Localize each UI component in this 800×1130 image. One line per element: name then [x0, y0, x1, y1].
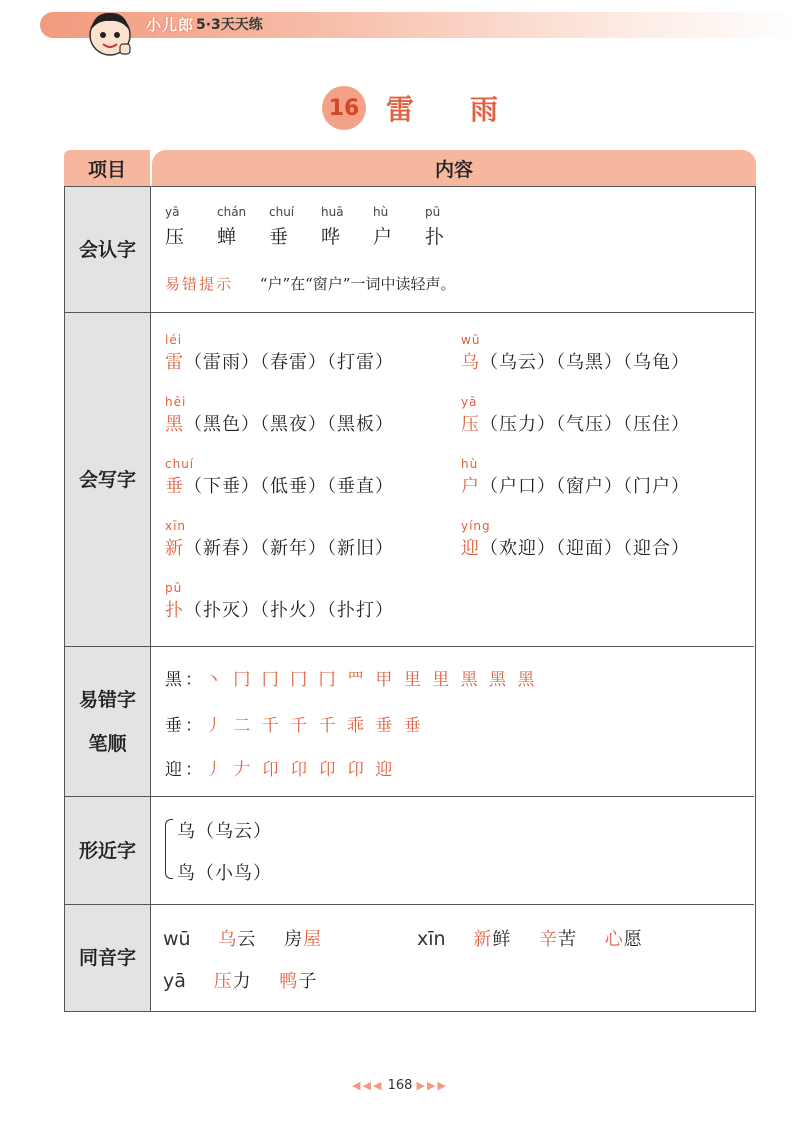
char: 哗 [321, 226, 341, 248]
write-item [165, 457, 394, 498]
pinyin: chán [217, 205, 247, 219]
homophone-word [284, 929, 322, 950]
rest: 苦 [558, 929, 578, 950]
tip-label: 易错提示 [165, 275, 234, 293]
homophone-group [417, 925, 665, 951]
pinyin: pū [425, 205, 441, 219]
char-item [425, 205, 477, 249]
homophone-word [214, 971, 252, 992]
brace [165, 819, 173, 879]
stroke-char: 迎： [165, 760, 205, 780]
pinyin: chuí [165, 457, 195, 471]
row-content [165, 313, 746, 646]
left-arrows-icon: ◀◀◀ [352, 1079, 384, 1092]
row-label: 同音字 [65, 905, 151, 1011]
rest: 房 [284, 929, 304, 950]
recognize-chars [165, 205, 477, 249]
row-label: 会认字 [65, 187, 151, 312]
char: 户 [373, 226, 393, 248]
char: 压 [165, 226, 185, 248]
write-item [165, 519, 394, 560]
row-label: 会写字 [65, 313, 151, 646]
write-item [461, 519, 690, 560]
target-char: 屋 [303, 929, 323, 950]
stroke-char: 黑： [165, 670, 205, 690]
write-item [461, 457, 690, 498]
char: 迎 [461, 538, 480, 559]
label-line: 易错字 [78, 688, 136, 711]
stroke-sequence: 丶 冂 冂 冂 冂 罒 甲 里 里 黑 黑 黑 [205, 670, 538, 690]
char: 黑 [165, 414, 184, 435]
pinyin: yā [461, 395, 478, 409]
pinyin: xīn [417, 928, 446, 950]
homophone-group [163, 967, 339, 993]
pinyin: yā [165, 205, 180, 219]
char: 雷 [165, 352, 184, 373]
rest: 云 [237, 929, 257, 950]
pinyin: chuí [269, 205, 295, 219]
char-item [373, 205, 425, 249]
words: （乌云）（乌黑）（乌龟） [480, 352, 690, 373]
pinyin: huā [321, 205, 344, 219]
homophone-word [279, 971, 317, 992]
lesson-title: 雷雨 [386, 93, 555, 126]
mascot-icon [84, 8, 136, 60]
homophone-word [539, 929, 577, 950]
word: （乌云） [196, 821, 272, 842]
pinyin: wū [461, 333, 481, 347]
stroke-sequence: 丿 𠂇 卬 卬 卬 卬 迎 [205, 760, 396, 780]
write-item [165, 333, 394, 374]
char: 压 [461, 414, 480, 435]
row-label [65, 647, 151, 796]
char: 乌 [177, 821, 196, 842]
row-write [65, 313, 754, 647]
pinyin: xīn [165, 519, 187, 533]
target-char: 辛 [539, 929, 559, 950]
stroke-line [165, 665, 537, 690]
homophone-word [218, 929, 256, 950]
char-item [269, 205, 321, 249]
char: 乌 [461, 352, 480, 373]
row-label: 形近字 [65, 797, 151, 904]
table-grid [64, 186, 756, 1012]
rest: 子 [298, 971, 318, 992]
similar-item [177, 859, 272, 885]
stroke-sequence: 丿 二 千 千 千 乖 垂 垂 [205, 716, 424, 736]
words: （雷雨）（春雷）（打雷） [184, 352, 394, 373]
row-content [165, 647, 746, 796]
brand-series: 5·3天天练 [196, 17, 263, 33]
page-number: 168 [387, 1078, 413, 1093]
words: （黑色）（黑夜）（黑板） [184, 414, 394, 435]
row-content [165, 187, 746, 312]
pinyin: hù [373, 205, 389, 219]
error-tip [165, 273, 455, 294]
char: 垂 [269, 226, 289, 248]
pinyin: hēi [165, 395, 187, 409]
column-header-item: 项目 [64, 150, 150, 186]
column-header-content: 内容 [152, 150, 756, 186]
pinyin: pū [165, 581, 183, 595]
word: （小鸟） [196, 863, 272, 884]
row-content [165, 797, 746, 904]
char: 鸟 [177, 863, 196, 884]
rest: 鲜 [492, 929, 512, 950]
char-item [321, 205, 373, 249]
stroke-char: 垂： [165, 716, 205, 736]
char: 蝉 [217, 226, 237, 248]
similar-item [177, 817, 272, 843]
char-item [217, 205, 269, 249]
row-content [163, 905, 746, 1011]
char-item [165, 205, 217, 249]
char: 扑 [425, 226, 445, 248]
char: 垂 [165, 476, 184, 497]
char: 户 [461, 476, 480, 497]
target-char: 新 [473, 929, 493, 950]
rest: 力 [232, 971, 252, 992]
pinyin: yā [163, 970, 186, 992]
page-footer [0, 1078, 800, 1093]
homophone-word [605, 929, 643, 950]
brand-name: 小儿郎 [146, 16, 195, 34]
row-stroke-order [65, 647, 754, 797]
words: （欢迎）（迎面）（迎合） [480, 538, 690, 559]
pinyin: hù [461, 457, 479, 471]
label-line: 笔顺 [88, 732, 127, 755]
words: （户口）（窗户）（门户） [480, 476, 690, 497]
right-arrows-icon: ▶▶▶ [416, 1079, 448, 1092]
row-similar [65, 797, 754, 905]
stroke-line [165, 711, 424, 736]
write-item [165, 395, 394, 436]
target-char: 鸭 [279, 971, 299, 992]
pinyin: wū [163, 928, 191, 950]
rest: 愿 [623, 929, 643, 950]
target-char: 心 [604, 929, 624, 950]
homophone-group [163, 925, 344, 951]
write-item [461, 333, 690, 374]
char: 新 [165, 538, 184, 559]
stroke-line [165, 755, 395, 780]
words: （扑灭）（扑火）（扑打） [184, 600, 394, 621]
words: （压力）（气压）（压住） [480, 414, 690, 435]
write-item [165, 581, 394, 622]
tip-text: “户”在“窗户”一词中读轻声。 [259, 275, 456, 293]
words: （下垂）（低垂）（垂直） [184, 476, 394, 497]
char: 扑 [165, 600, 184, 621]
pinyin: léi [165, 333, 183, 347]
row-homophone [65, 905, 754, 1011]
homophone-word [473, 929, 511, 950]
words: （新春）（新年）（新旧） [184, 538, 394, 559]
lesson-table [64, 150, 756, 1012]
row-recognize [65, 187, 754, 313]
lesson-number: 16 [322, 86, 366, 130]
target-char: 乌 [218, 929, 238, 950]
write-item [461, 395, 690, 436]
target-char: 压 [213, 971, 233, 992]
pinyin: yíng [461, 519, 491, 533]
